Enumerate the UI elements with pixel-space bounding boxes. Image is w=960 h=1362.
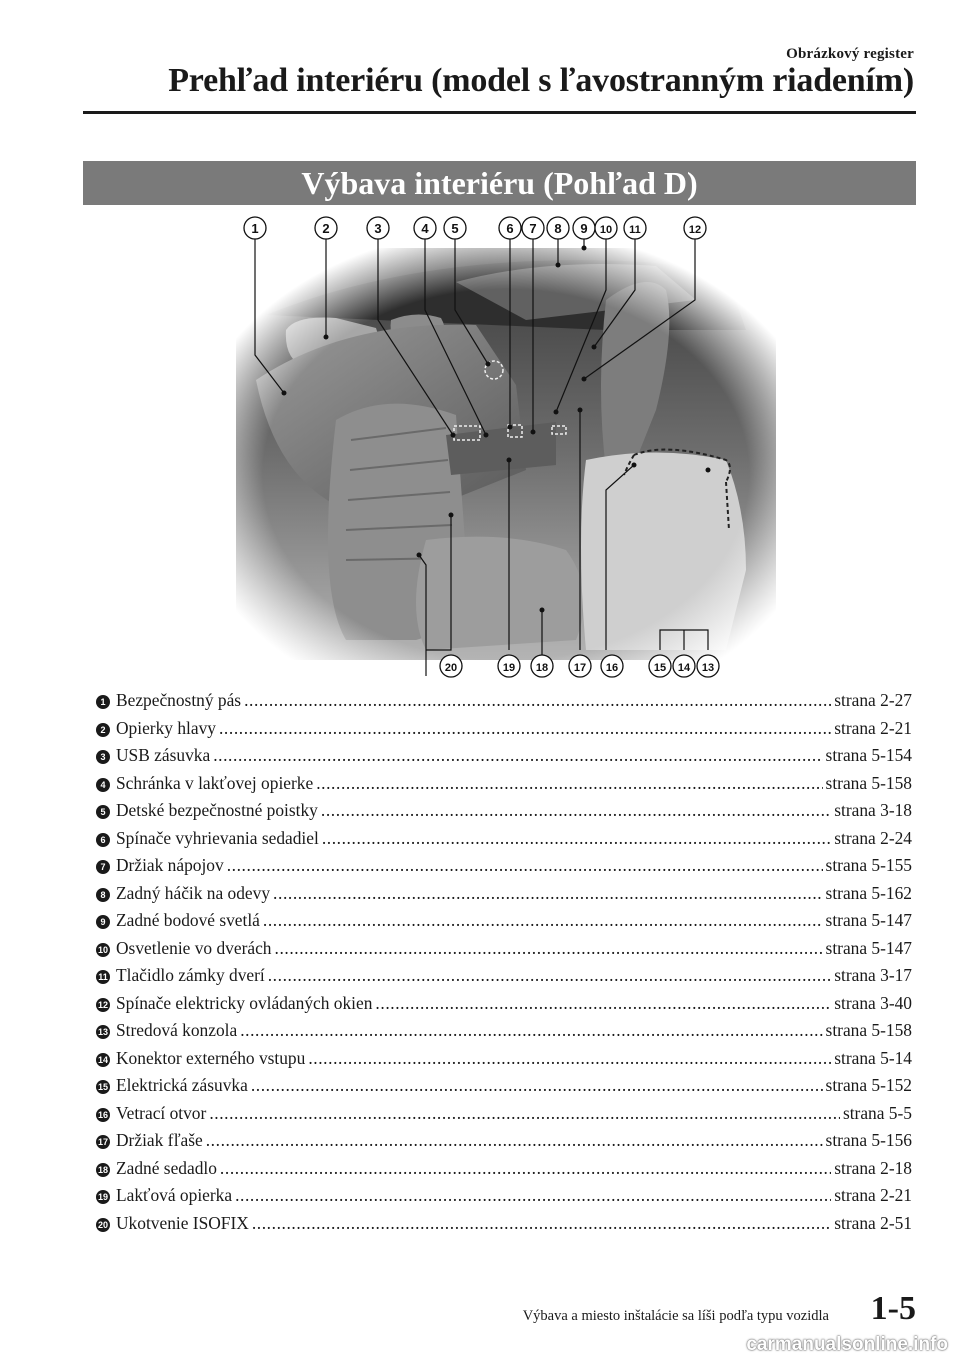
item-label: Spínače elektricky ovládaných okien bbox=[116, 992, 373, 1013]
callout-7 bbox=[522, 217, 544, 239]
callout-15 bbox=[649, 655, 671, 677]
page-reference: strana 5-155 bbox=[825, 855, 912, 875]
page-reference: strana 5-158 bbox=[825, 772, 912, 793]
item-label: Zadný háčik na odevy bbox=[116, 882, 271, 903]
legend-item bbox=[96, 990, 912, 1018]
item-label: Držiak fľaše bbox=[116, 1130, 203, 1150]
legend-item bbox=[96, 1072, 912, 1100]
interior-figure bbox=[226, 210, 786, 685]
leader-dots bbox=[263, 907, 823, 935]
page-reference: strana 5-14 bbox=[834, 1047, 912, 1068]
item-number-badge: 20 bbox=[97, 1219, 108, 1230]
page-reference: strana 3-18 bbox=[834, 800, 912, 820]
legend-item bbox=[96, 1182, 912, 1210]
item-number-badge: 17 bbox=[97, 1137, 108, 1147]
legend-item bbox=[96, 1045, 912, 1073]
callout-4 bbox=[414, 217, 436, 239]
legend-item bbox=[96, 1100, 912, 1128]
legend-item bbox=[96, 907, 912, 935]
callout-9 bbox=[573, 217, 595, 239]
leader-dots bbox=[227, 852, 823, 880]
leader-dots bbox=[252, 1210, 831, 1238]
item-label: Zadné sedadlo bbox=[116, 1157, 217, 1178]
legend-item bbox=[96, 825, 912, 853]
leader-dots bbox=[308, 1045, 831, 1073]
leader-dots bbox=[273, 880, 823, 908]
item-label: Spínače vyhrievania sedadiel bbox=[116, 827, 319, 848]
page-reference: strana 2-21 bbox=[834, 1185, 912, 1205]
page-reference: strana 5-158 bbox=[825, 1020, 912, 1040]
page-reference: strana 3-40 bbox=[834, 992, 912, 1013]
callout-13 bbox=[697, 655, 719, 677]
legend-item bbox=[96, 687, 912, 715]
page-reference: strana 5-147 bbox=[825, 910, 912, 930]
header-rule bbox=[83, 111, 916, 114]
item-number-badge: 9 bbox=[96, 915, 110, 929]
page-reference: strana 2-21 bbox=[834, 717, 912, 738]
page-reference: strana 5-147 bbox=[825, 937, 912, 958]
item-label: Elektrická zásuvka bbox=[116, 1075, 248, 1095]
leader-dots bbox=[321, 797, 831, 825]
item-label: USB zásuvka bbox=[116, 745, 211, 765]
svg-text:5: 5 bbox=[451, 221, 459, 236]
leader-dots bbox=[322, 825, 831, 853]
page-title: Prehľad interiéru (model s ľavostranným riadením) bbox=[168, 62, 914, 99]
page-reference: strana 5-162 bbox=[825, 882, 912, 903]
item-label: Tlačidlo zámky dverí bbox=[116, 965, 265, 985]
svg-text:9: 9 bbox=[580, 221, 588, 236]
item-label: Vetrací otvor bbox=[116, 1102, 207, 1123]
legend-item bbox=[96, 770, 912, 798]
legend-item bbox=[96, 880, 912, 908]
item-label: Opierky hlavy bbox=[116, 717, 216, 738]
item-label: Lakťová opierka bbox=[116, 1185, 233, 1205]
page-number: 1-5 bbox=[870, 1290, 916, 1327]
svg-text:17: 17 bbox=[573, 662, 587, 674]
item-label: Zadné bodové svetlá bbox=[116, 910, 260, 930]
item-number-badge: 1 bbox=[96, 695, 110, 709]
callout-3 bbox=[367, 217, 389, 239]
svg-text:11: 11 bbox=[629, 224, 641, 236]
leader-dots bbox=[375, 990, 831, 1018]
svg-text:13: 13 bbox=[701, 662, 715, 674]
leader-dots bbox=[268, 962, 832, 990]
page-reference: strana 2-51 bbox=[834, 1212, 912, 1233]
legend-item bbox=[96, 715, 912, 743]
svg-text:16: 16 bbox=[605, 662, 619, 674]
legend-item bbox=[96, 742, 912, 770]
item-label: Stredová konzola bbox=[116, 1020, 238, 1040]
svg-text:3: 3 bbox=[374, 221, 382, 236]
leader-dots bbox=[235, 1182, 831, 1210]
leader-dots bbox=[316, 770, 822, 798]
item-number-badge: 12 bbox=[97, 999, 108, 1010]
item-number-badge: 16 bbox=[97, 1109, 108, 1120]
callout-16 bbox=[601, 655, 623, 677]
svg-text:10: 10 bbox=[599, 224, 613, 236]
page-reference: strana 2-27 bbox=[834, 690, 912, 710]
svg-text:19: 19 bbox=[502, 662, 516, 674]
page-reference: strana 5-156 bbox=[825, 1130, 912, 1150]
item-label: Schránka v lakťovej opierke bbox=[116, 772, 314, 793]
callout-8 bbox=[547, 217, 569, 239]
legend-item bbox=[96, 1127, 912, 1155]
item-label: Osvetlenie vo dverách bbox=[116, 937, 272, 958]
footer-note: Výbava a miesto inštalácie sa líši podľa typu vozidla bbox=[522, 1308, 829, 1324]
item-number-badge: 18 bbox=[97, 1164, 108, 1175]
item-label: Držiak nápojov bbox=[116, 855, 224, 875]
item-number-badge: 4 bbox=[96, 778, 110, 792]
callout-5 bbox=[444, 217, 466, 239]
legend-list bbox=[96, 687, 912, 1237]
watermark: carmanualsonline.info bbox=[746, 1334, 948, 1355]
item-label: Detské bezpečnostné poistky bbox=[116, 800, 318, 820]
svg-text:18: 18 bbox=[535, 662, 549, 674]
svg-text:4: 4 bbox=[421, 221, 429, 236]
leader-dots bbox=[244, 687, 831, 715]
svg-text:12: 12 bbox=[688, 224, 702, 236]
svg-text:15: 15 bbox=[653, 662, 667, 674]
callout-1 bbox=[244, 217, 266, 239]
item-label: Bezpečnostný pás bbox=[116, 690, 242, 710]
svg-text:1: 1 bbox=[251, 221, 259, 236]
section-label: Obrázkový register bbox=[786, 46, 914, 62]
legend-item bbox=[96, 797, 912, 825]
page-reference: strana 2-18 bbox=[834, 1157, 912, 1178]
callout-14 bbox=[673, 655, 695, 677]
callout-10 bbox=[595, 217, 617, 239]
page-reference: strana 5-152 bbox=[825, 1075, 912, 1095]
svg-text:8: 8 bbox=[554, 221, 562, 236]
svg-text:7: 7 bbox=[529, 221, 537, 236]
item-number-badge: 11 bbox=[96, 970, 110, 984]
leader-dots bbox=[206, 1127, 823, 1155]
item-number-badge: 8 bbox=[96, 888, 110, 902]
item-number-badge: 13 bbox=[97, 1027, 108, 1037]
leader-dots bbox=[240, 1017, 822, 1045]
leader-dots bbox=[209, 1100, 840, 1128]
item-number-badge: 6 bbox=[96, 833, 110, 847]
item-number-badge: 2 bbox=[96, 723, 110, 737]
page-reference: strana 5-154 bbox=[825, 745, 912, 765]
page-reference: strana 2-24 bbox=[834, 827, 912, 848]
section-banner: Výbava interiéru (Pohľad D) bbox=[83, 161, 916, 205]
leader-dots bbox=[275, 935, 823, 963]
callout-18 bbox=[531, 655, 553, 677]
page-reference: strana 3-17 bbox=[834, 965, 912, 985]
item-number-badge: 15 bbox=[97, 1082, 108, 1092]
svg-text:20: 20 bbox=[444, 662, 458, 674]
legend-item bbox=[96, 1210, 912, 1238]
item-number-badge: 19 bbox=[97, 1192, 108, 1202]
callout-12 bbox=[684, 217, 706, 239]
legend-item bbox=[96, 935, 912, 963]
callout-11 bbox=[624, 217, 646, 239]
callout-17 bbox=[569, 655, 591, 677]
leader-dots bbox=[220, 1155, 831, 1183]
item-number-badge: 14 bbox=[97, 1054, 108, 1065]
item-number-badge: 10 bbox=[97, 944, 108, 955]
leader-dots bbox=[219, 715, 831, 743]
item-number-badge: 5 bbox=[96, 805, 110, 819]
legend-item bbox=[96, 852, 912, 880]
legend-item bbox=[96, 962, 912, 990]
legend-item bbox=[96, 1017, 912, 1045]
svg-text:2: 2 bbox=[322, 221, 330, 236]
item-number-badge: 7 bbox=[96, 860, 110, 874]
callout-19 bbox=[498, 655, 520, 677]
legend-item bbox=[96, 1155, 912, 1183]
page-reference: strana 5-5 bbox=[842, 1102, 912, 1123]
item-label: Konektor externého vstupu bbox=[116, 1047, 306, 1068]
svg-text:6: 6 bbox=[506, 221, 514, 236]
leader-dots bbox=[213, 742, 822, 770]
svg-text:14: 14 bbox=[677, 662, 691, 674]
callout-20 bbox=[440, 655, 462, 677]
callout-2 bbox=[315, 217, 337, 239]
leader-dots bbox=[251, 1072, 823, 1100]
item-number-badge: 3 bbox=[96, 750, 110, 764]
item-label: Ukotvenie ISOFIX bbox=[116, 1212, 249, 1233]
callout-6 bbox=[499, 217, 521, 239]
